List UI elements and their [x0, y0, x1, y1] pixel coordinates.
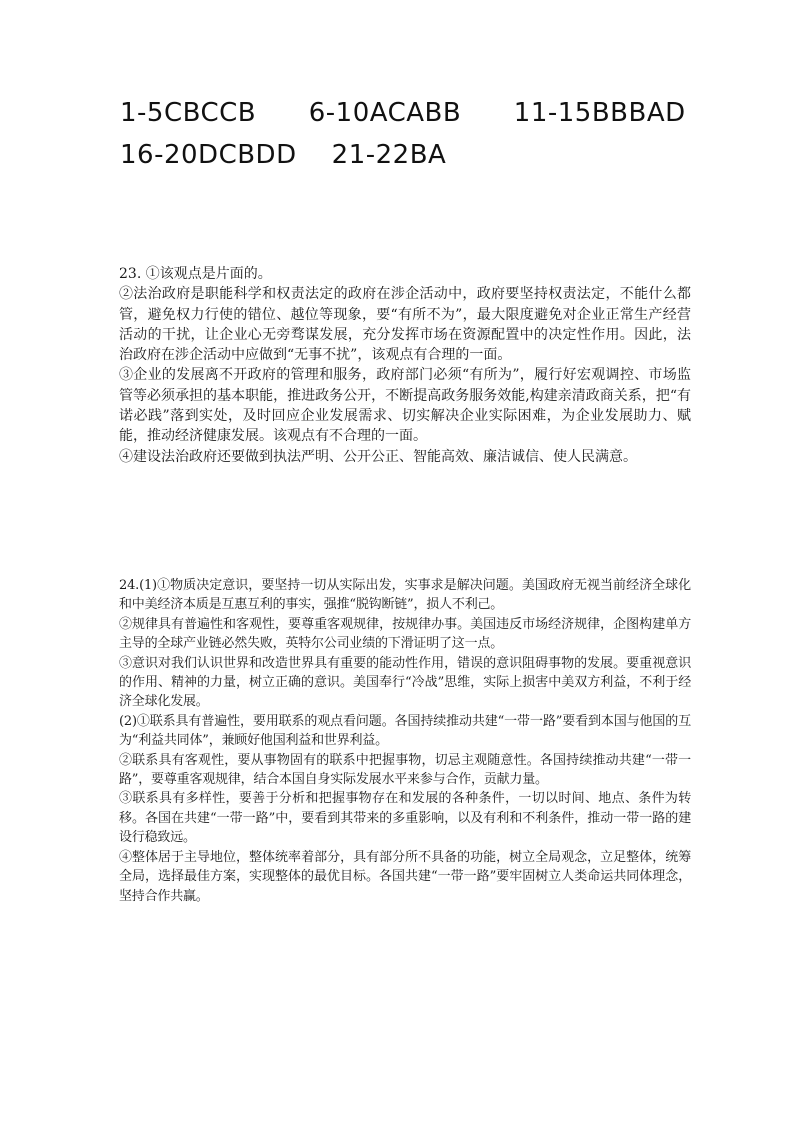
q23-paragraph: ④建设法治政府还要做到执法严明、公开公正、智能高效、廉洁诚信、使人民满意。 [119, 448, 637, 465]
answer-key-line-1: 1-5CBCCB 6-10ACABB 11-15BBBAD [120, 98, 686, 128]
answer-key-line-2: 16-20DCBDD 21-22BA [120, 140, 447, 170]
q24-paragraph: ③意识对我们认识世界和改造世界具有重要的能动性作用，错误的意识阻碍事物的发展。要重视意识的作用、精神的力量，树立正确的意识。美国奉行“冷战”思维，实际上损害中美双方利益，不利于经济全球化发展。 [119, 655, 691, 710]
q23-paragraph: 23. ①该观点是片面的。 [119, 266, 272, 282]
question-24-answer [119, 576, 691, 906]
q24-paragraph: ②联系具有客观性，要从事物固有的联系中把握事物，切忌主观随意性。各国持续推动共建“一带一路”，要尊重客观规律，结合本国自身实际发展水平来参与合作，贡献力量。 [119, 752, 691, 788]
q24-paragraph: 24.(1)①物质决定意识，要坚持一切从实际出发，实事求是解决问题。美国政府无视当前经济全球化和中美经济本质是互惠互利的事实，强推“脱钩断链”，损人不利己。 [119, 578, 691, 613]
q24-paragraph: (2)①联系具有普遍性，要用联系的观点看问题。各国持续推动共建“一带一路”要看到本国与他国的互为“利益共同体”，兼顾好他国利益和世界利益。 [119, 713, 691, 749]
question-23-answer [119, 264, 691, 467]
q23-paragraph: ③企业的发展离不开政府的管理和服务，政府部门必须“有所为”，履行好宏观调控、市场监管等必须承担的基本职能，推进政务公开，不断提高政务服务效能,构建亲清政商关系，把“有诺必践”落到实处，及时回应企业发展需求、切实解决企业实际困难，为企业发展助力、赋能，推动经济健康发展。该观点有不合理的一面。 [119, 367, 691, 445]
q23-paragraph: ②法治政府是职能科学和权责法定的政府在涉企活动中，政府要坚持权责法定，不能什么都管，避免权力行使的错位、越位等现象，要“有所不为”，最大限度避免对企业正常生产经营活动的干扰，让企业心无旁骛谋发展，充分发挥市场在资源配置中的决定性作用。因此，法治政府在涉企活动中应做到“无事不扰”，该观点有合理的一面。 [119, 286, 691, 364]
q24-paragraph: ④整体居于主导地位，整体统率着部分，具有部分所不具备的功能，树立全局观念，立足整体，统筹全局，选择最佳方案，实现整体的最优目标。各国共建“一带一路”要牢固树立人类命运共同体理念，坚持合作共赢。 [119, 849, 691, 904]
q24-paragraph: ②规律具有普遍性和客观性，要尊重客观规律，按规律办事。美国违反市场经济规律，企图构建单方主导的全球产业链必然失败，英特尔公司业绩的下滑证明了这一点。 [119, 616, 691, 652]
q24-paragraph: ③联系具有多样性，要善于分析和把握事物存在和发展的各种条件，一切以时间、地点、条件为转移。各国在共建“一带一路”中，要看到其带来的多重影响，以及有利和不利条件，推动一带一路的建设行稳致远。 [119, 791, 691, 846]
